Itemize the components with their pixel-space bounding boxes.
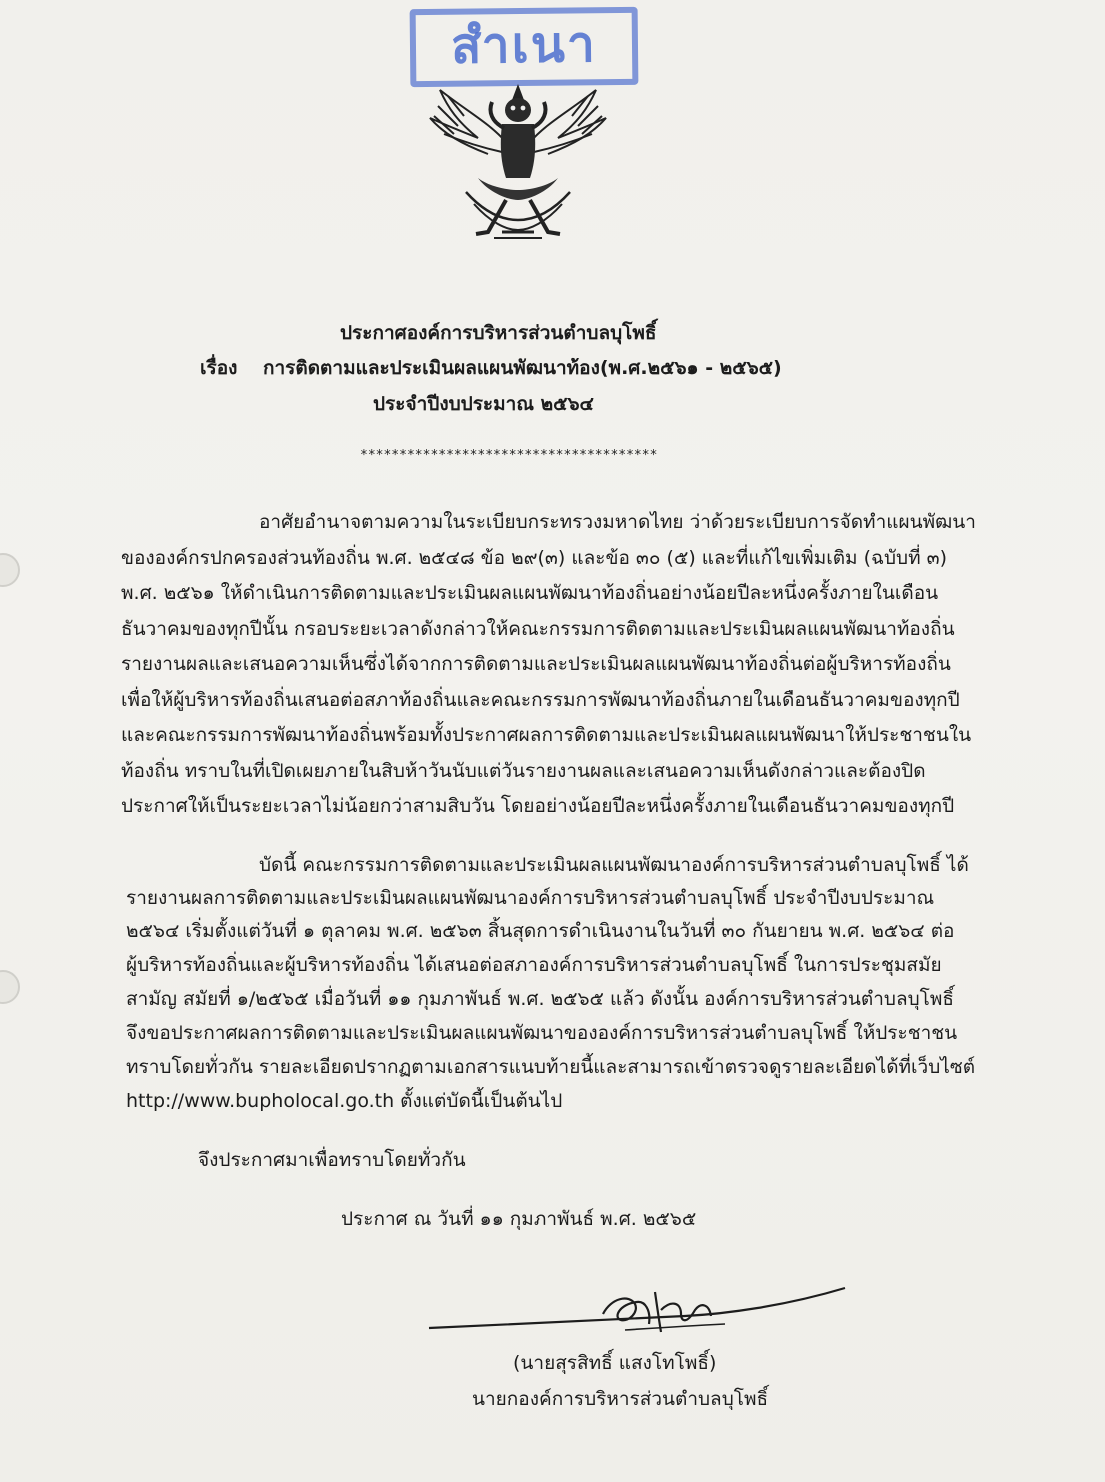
paragraph-2-line: ผู้บริหารท้องถิ่นและผู้บริหารท้องถิ่น ได้เสนอต่อสภาองค์การบริหารส่วนตำบลบุโพธิ์ ในการประชุมสมัย [126,954,942,976]
copy-stamp: สำเนา [410,7,639,87]
announcement-date: ประกาศ ณ วันที่ ๑๑ กุมภาพันธ์ พ.ศ. ๒๕๖๕ [341,1208,697,1230]
handwritten-signature [425,1280,855,1340]
paragraph-1-line: ประกาศให้เป็นระยะเวลาไม่น้อยกว่าสามสิบวัน โดยอย่างน้อยปีละหนึ่งครั้งภายในเดือนธันวาคมของทุกปี [121,795,955,817]
signatory-position: นายกองค์การบริหารส่วนตำบลบุโพธิ์ [472,1388,769,1410]
paragraph-2-line: ๒๕๖๔ เริ่มตั้งแต่วันที่ ๑ ตุลาคม พ.ศ. ๒๕๖๓ สิ้นสุดการดำเนินงานในวันที่ ๓๐ กันยายน พ.ศ. ๒๕๖๔ ต่อ [126,920,955,942]
punch-hole [0,970,20,1004]
garuda-emblem-icon [418,82,618,242]
paragraph-1-line: อาศัยอำนาจตามความในระเบียบกระทรวงมหาดไทย ว่าด้วยระเบียบการจัดทำแผนพัฒนา [259,511,976,533]
announcement-title: ประกาศองค์การบริหารส่วนตำบลบุโพธิ์ [340,322,657,344]
paragraph-1-line: พ.ศ. ๒๕๖๑ ให้ดำเนินการติดตามและประเมินผลแผนพัฒนาท้องถิ่นอย่างน้อยปีละหนึ่งครั้งภายในเดือน [121,582,939,604]
paragraph-1-line: ธันวาคมของทุกปีนั้น กรอบระยะเวลาดังกล่าวให้คณะกรรมการติดตามและประเมินผลแผนพัฒนาท้องถิ่น [121,618,955,640]
paragraph-1-line: และคณะกรรมการพัฒนาท้องถิ่นพร้อมทั้งประกาศผลการติดตามและประเมินผลแผนพัฒนาให้ประชาชนใน [121,724,972,746]
website-line: http://www.bupholocal.go.th ตั้งแต่บัดนี้เป็นต้นไป [126,1090,563,1112]
punch-hole [0,553,20,587]
paragraph-2-line: รายงานผลการติดตามและประเมินผลแผนพัฒนาองค์การบริหารส่วนตำบลบุโพธิ์ ประจำปีงบประมาณ [126,887,935,909]
asterisk-separator: ************************************** [360,448,658,463]
closing-statement: จึงประกาศมาเพื่อทราบโดยทั่วกัน [198,1149,466,1171]
paragraph-1-line: เพื่อให้ผู้บริหารท้องถิ่นเสนอต่อสภาท้องถิ่นและคณะกรรมการพัฒนาท้องถิ่นภายในเดือนธันวาคมของทุกปี [121,689,960,711]
paragraph-2-line: ทราบโดยทั่วกัน รายละเอียดปรากฏตามเอกสารแนบท้ายนี้และสามารถเข้าตรวจดูรายละเอียดได้ที่เว็บไซต์ [126,1056,976,1078]
signatory-name: (นายสุรสิทธิ์ แสงโทโพธิ์) [513,1352,717,1374]
paragraph-2-line: บัดนี้ คณะกรรมการติดตามและประเมินผลแผนพัฒนาองค์การบริหารส่วนตำบลบุโพธิ์ ได้ [259,854,969,876]
paragraph-1-line: ขององค์กรปกครองส่วนท้องถิ่น พ.ศ. ๒๕๔๘ ข้อ ๒๙(๓) และข้อ ๓๐ (๕) และที่แก้ไขเพิ่มเติม (ฉบับที่ ๓) [121,547,948,569]
paragraph-1-line: ท้องถิ่น ทราบในที่เปิดเผยภายในสิบห้าวันนับแต่วันรายงานผลและเสนอความเห็นดังกล่าวและต้องปิด [121,760,926,782]
subject-text: การติดตามและประเมินผลแผนพัฒนาท้อง(พ.ศ.๒๕๖๑ - ๒๕๖๕) [263,357,782,379]
paragraph-2-line: สามัญ สมัยที่ ๑/๒๕๖๕ เมื่อวันที่ ๑๑ กุมภาพันธ์ พ.ศ. ๒๕๖๕ แล้ว ดังนั้น องค์การบริหารส่วนตำบลบุโพธิ์ [126,988,954,1010]
paragraph-1-line: รายงานผลและเสนอความเห็นซึ่งได้จากการติดตามและประเมินผลแผนพัฒนาท้องถิ่นต่อผู้บริหารท้องถิ่น [121,653,951,675]
subject-label: เรื่อง [200,357,238,379]
fiscal-year-line: ประจำปีงบประมาณ ๒๕๖๔ [373,393,594,415]
paragraph-2-line: จึงขอประกาศผลการติดตามและประเมินผลแผนพัฒนาขององค์การบริหารส่วนตำบลบุโพธิ์ ให้ประชาชน [126,1022,958,1044]
